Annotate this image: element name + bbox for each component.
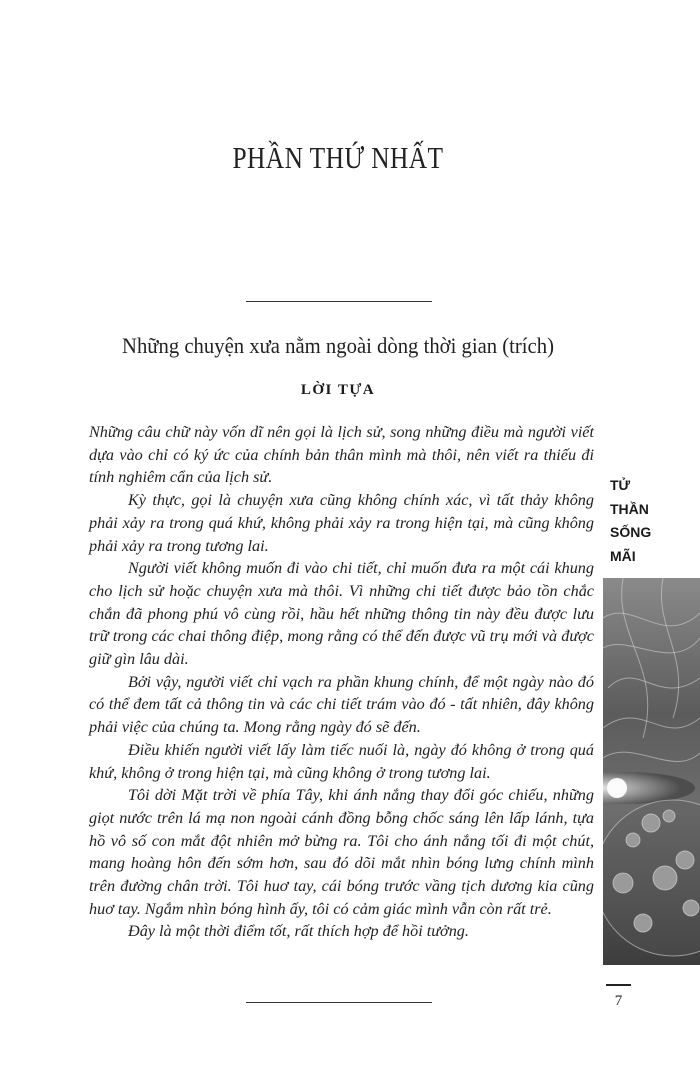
paragraph: Đây là một thời điểm tốt, rất thích hợp để hồi tưởng. xyxy=(128,922,469,941)
paragraph: Người viết không muốn đi vào chi tiết, chỉ muốn đưa ra một cái khung cho lịch sử hoặc chuyện xưa mà thôi. Vì những chi tiết được bảo tồn chắc chắn đã phong phú vô cùng rồi, hầu hết những thông tin này đều được lưu trữ trong các chai thông điệp, mong rằng có thể đến được vũ trụ mới và được giữ gìn lâu dài. xyxy=(89,559,594,669)
paragraph: Những câu chữ này vốn dĩ nên gọi là lịch sử, song những điều mà người viết dựa vào chỉ có ký ức của chính bản thân mình mà thôi, nên viết ra thiếu đi tính nghiêm cẩn của lịch sử. xyxy=(89,423,594,487)
chapter-subtitle: Những chuyện xưa nằm ngoài dòng thời gian (trích) xyxy=(122,333,554,358)
part-title: PHẦN THỨ NHẤT xyxy=(232,140,444,175)
side-title-line: THẦN xyxy=(610,500,649,517)
top-divider xyxy=(246,301,432,302)
body-text xyxy=(89,421,594,943)
side-title-line: MÃI xyxy=(610,547,636,564)
preface-heading: LỜI TỰA xyxy=(300,382,376,398)
page-number: 7 xyxy=(614,993,623,1009)
page-number-rule xyxy=(606,984,631,986)
bottom-divider xyxy=(246,1002,432,1003)
paragraph: Bởi vậy, người viết chỉ vạch ra phần khung chính, để một ngày nào đó có thể đem tất cả thông tin và các chi tiết trám vào đó - tất nhiên, đây không phải việc của chúng ta. Mong rằng ngày đó sẽ đến. xyxy=(89,672,594,737)
side-book-title xyxy=(610,474,700,568)
paragraph: Điều khiến người viết lấy làm tiếc nuối là, ngày đó không ở trong quá khứ, không ở trong hiện tại, mà cũng không ở trong tương lai. xyxy=(89,740,594,782)
side-title-line: SỐNG xyxy=(610,524,652,540)
cover-art-strip xyxy=(603,578,700,965)
side-title-line: TỬ xyxy=(610,477,631,493)
paragraph: Kỳ thực, gọi là chuyện xưa cũng không chính xác, vì tất thảy không phải xảy ra trong quá khứ, không phải xảy ra trong hiện tại, mà cũng không phải xảy ra trong tương lai. xyxy=(89,491,594,555)
paragraph: Tôi dời Mặt trời về phía Tây, khi ánh nắng thay đổi góc chiếu, những giọt nước trên lá mạ non ngoài cánh đồng bỗng chốc sáng lên lấp lánh, tựa hồ vô số con mắt đột nhiên mở bừng ra. Tôi cho ánh nắng tối đi một chút, mang hoàng hôn đến sớm hơn, sau đó dõi mắt nhìn bóng lưng chính mình trên đường chân trời. Tôi huơ tay, cái bóng trước vầng tịch dương kia cũng huơ tay. Ngắm nhìn bóng hình ấy, tôi có cảm giác mình vẫn còn rất trẻ. xyxy=(89,786,594,918)
